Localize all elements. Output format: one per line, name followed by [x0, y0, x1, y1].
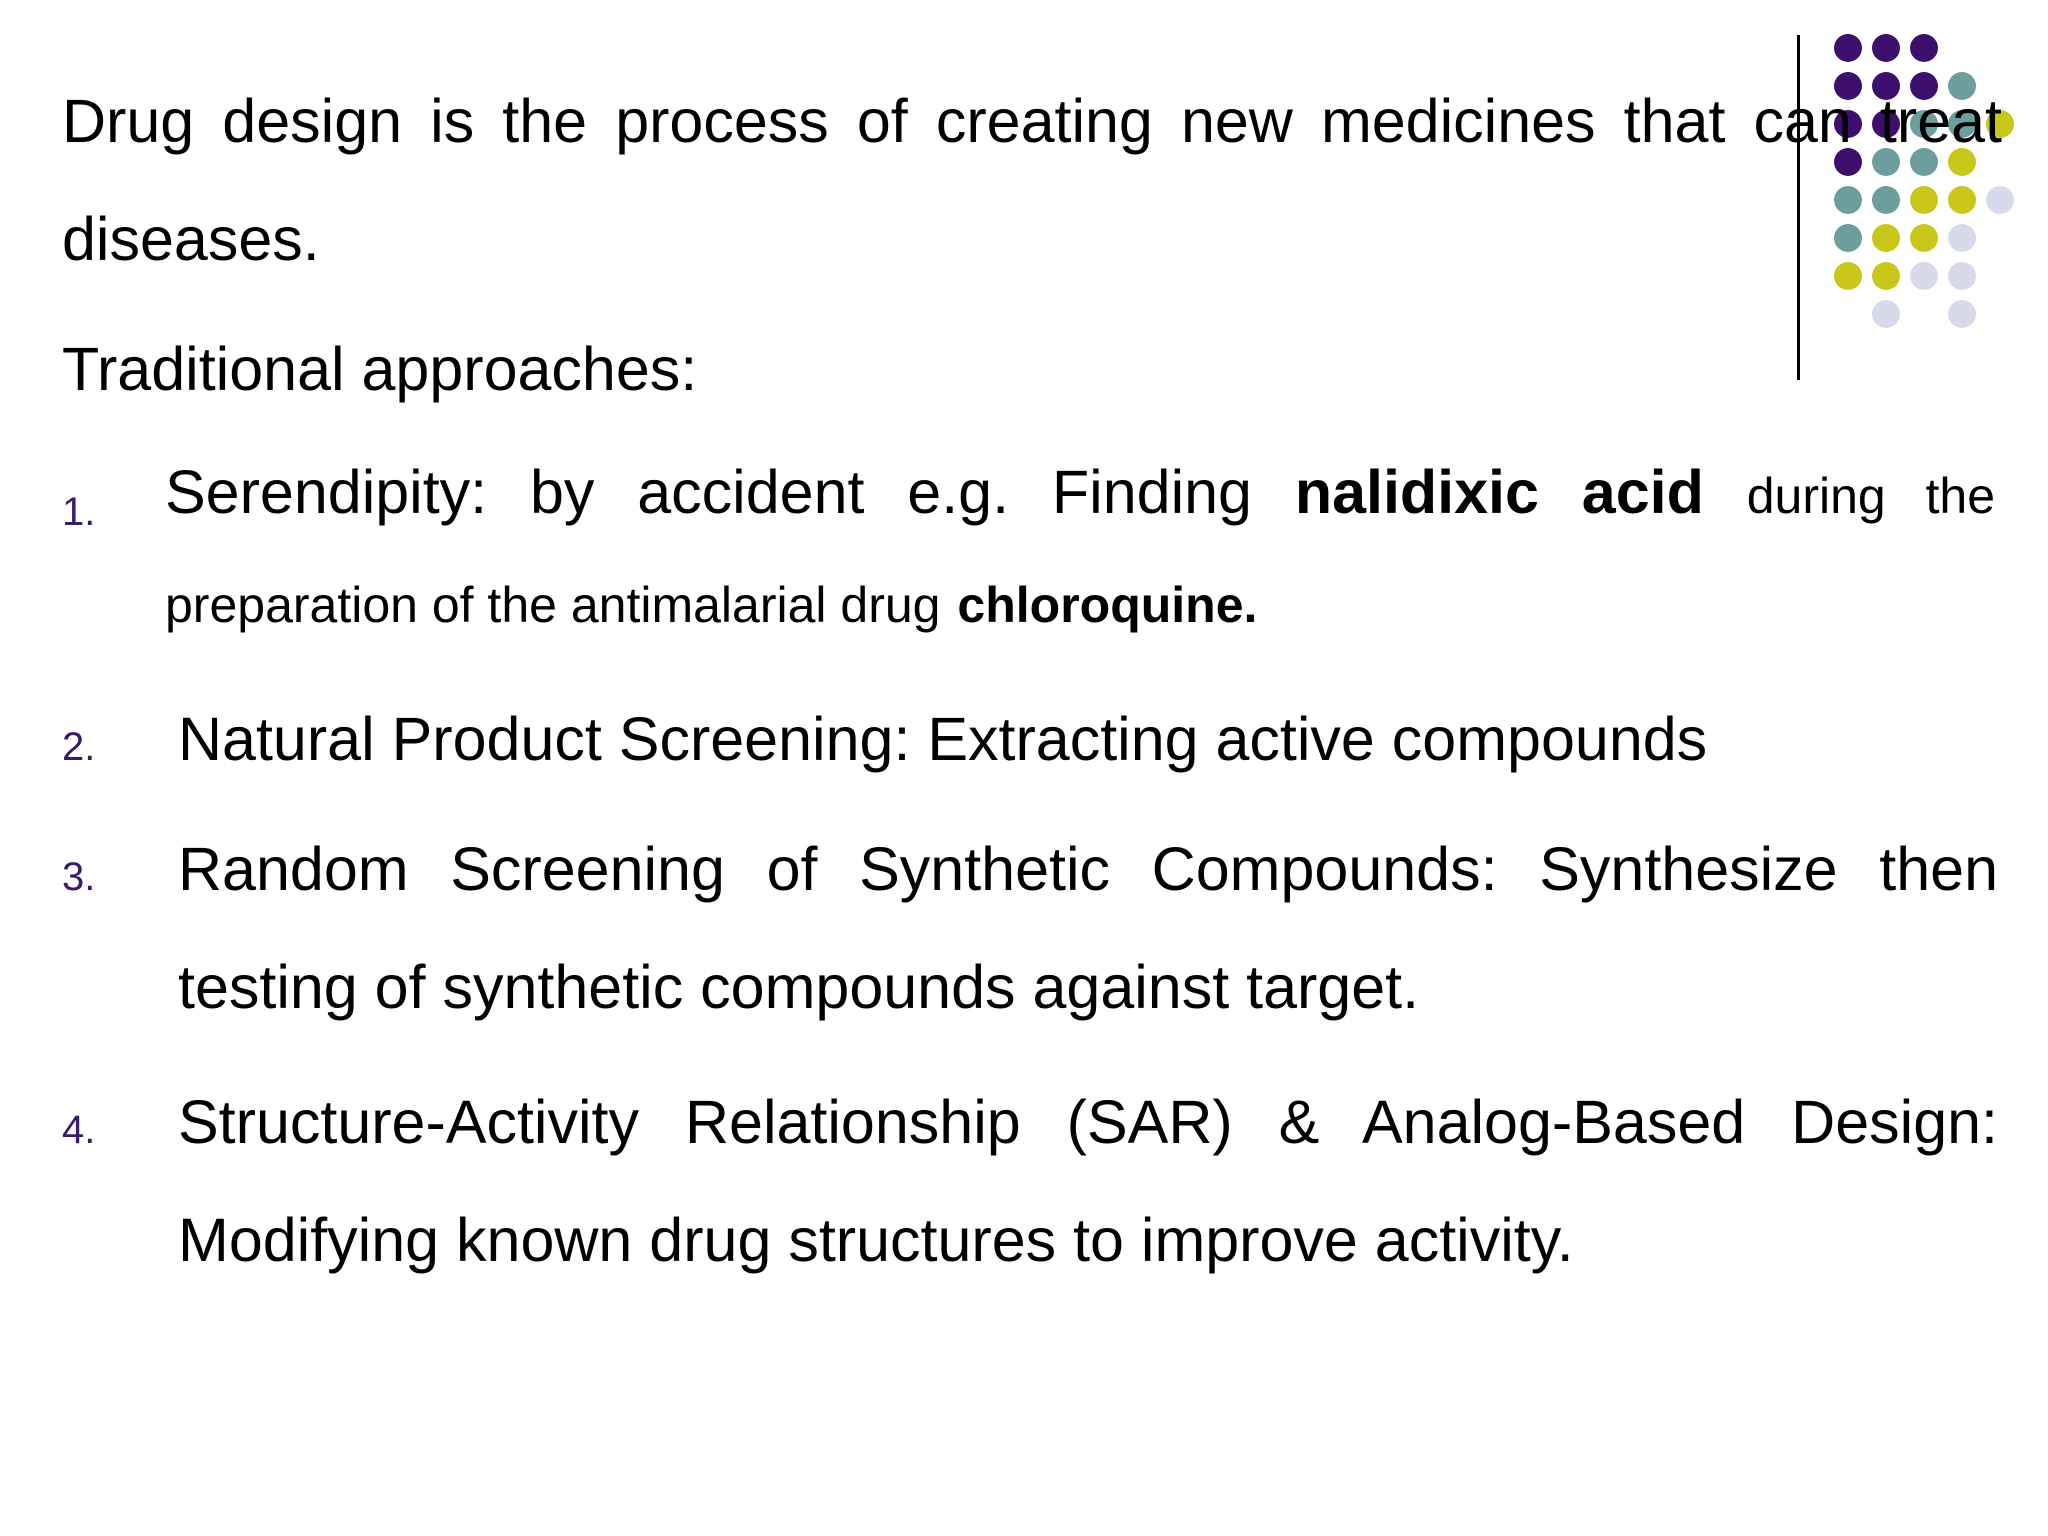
item-text-part: during the preparation of the antimalarial drug: [165, 468, 1996, 633]
item-text-bold: chloroquine.: [957, 577, 1258, 633]
intro-paragraph: Drug design is the process of creating new medicines that can treat diseases.: [62, 87, 2002, 273]
list-item-text: [165, 440, 1995, 658]
item-text-part: Serendipity: by accident e.g. Finding: [165, 458, 1252, 526]
dot: [1834, 34, 1862, 62]
list-item-text: Structure-Activity Relationship (SAR) & Analog-Based Design: Modifying known drug structures to improve activity.: [178, 1088, 1998, 1274]
dot: [1910, 34, 1938, 62]
list-item-number: 3.: [62, 855, 96, 899]
item-text-bold: nalidixic acid: [1294, 458, 1704, 526]
dot: [1872, 34, 1900, 62]
list-item-number: 2.: [62, 725, 96, 769]
subheading: Traditional approaches:: [62, 335, 698, 403]
list-item-number: 1.: [62, 490, 96, 534]
list-item-number: 4.: [62, 1108, 96, 1152]
list-item-text: Natural Product Screening: Extracting active compounds: [178, 705, 1708, 773]
list-item-text: Random Screening of Synthetic Compounds: Synthesize then testing of synthetic compounds against target.: [178, 835, 1998, 1021]
